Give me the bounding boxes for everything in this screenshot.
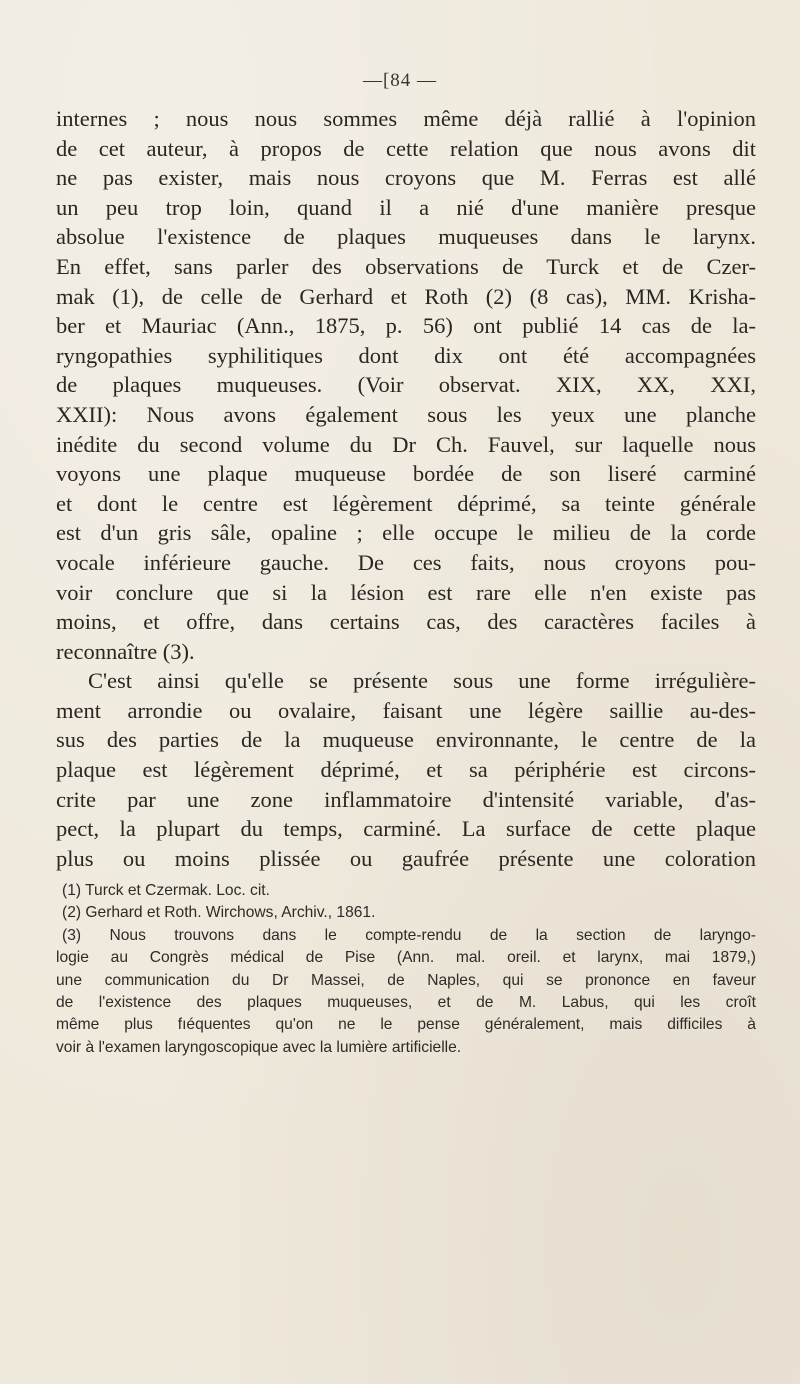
body-line: pect, la plupart du temps, carminé. La surface de cette plaque (56, 816, 756, 842)
body-line: est d'un gris sâle, opaline ; elle occupe le milieu de la corde (56, 520, 756, 546)
body-line: En effet, sans parler des observations de Turck et de Czer- (56, 253, 756, 279)
body-line: XXII): Nous avons également sous les yeux une planche (56, 401, 756, 427)
body-line: sus des parties de la muqueuse environnante, le centre de la (56, 727, 756, 753)
body-line: de cet auteur, à propos de cette relation que nous avons dit (56, 135, 756, 161)
body-line: crite par une zone inflammatoire d'intensité variable, d'as- (56, 786, 756, 812)
footnote-line: même plus fıéquentes qu'on ne le pense généralement, mais difficiles à (56, 1016, 756, 1034)
body-line: ment arrondie ou ovalaire, faisant une légère saillie au-des- (56, 697, 756, 723)
body-line: ne pas exister, mais nous croyons que M. Ferras est allé (56, 165, 756, 191)
footnote-line: (3) Nous trouvons dans le compte-rendu de la section de laryngo- (62, 926, 756, 944)
body-line: plaque est légèrement déprimé, et sa périphérie est circons- (56, 757, 756, 783)
footnote-line: (2) Gerhard et Roth. Wirchows, Archiv., 1861. (62, 904, 376, 922)
body-line: voyons une plaque muqueuse bordée de son liseré carminé (56, 461, 756, 487)
body-line: reconnaître (3). (56, 638, 195, 664)
footnote-line: (1) Turck et Czermak. Loc. cit. (62, 882, 270, 899)
footnote-line: voir à l'examen laryngoscopique avec la lumière artificielle. (56, 1038, 462, 1056)
body-line: inédite du second volume du Dr Ch. Fauvel, sur laquelle nous (56, 431, 756, 457)
footnote-line: une communication du Dr Massei, de Naples, qui se prononce en faveur (56, 971, 756, 989)
body-text (56, 104, 756, 873)
footnotes (56, 880, 756, 1059)
body-line: et dont le centre est légèrement déprimé, sa teinte générale (56, 490, 756, 516)
body-line: voir conclure que si la lésion est rare elle n'en existe pas (56, 579, 756, 605)
body-line: ber et Mauriac (Ann., 1875, p. 56) ont publié 14 cas de la- (56, 313, 756, 339)
body-line: mak (1), de celle de Gerhard et Roth (2) (8 cas), MM. Krisha- (56, 283, 756, 309)
body-line: C'est ainsi qu'elle se présente sous une forme irrégulière- (88, 668, 756, 694)
footnote-line: logie au Congrès médical de Pise (Ann. mal. oreil. et larynx, mai 1879,) (56, 949, 756, 967)
body-line: un peu trop loin, quand il a nié d'une manière presque (56, 194, 756, 220)
body-line: absolue l'existence de plaques muqueuses dans le larynx. (56, 224, 756, 250)
body-line: vocale inférieure gauche. De ces faits, nous croyons pou- (56, 549, 756, 575)
body-line: ryngopathies syphilitiques dont dix ont été accompagnées (56, 342, 756, 368)
page-number: —[84 — (362, 70, 438, 91)
footnote-line: de l'existence des plaques muqueuses, et de M. Labus, qui les croît (56, 993, 756, 1011)
body-line: de plaques muqueuses. (Voir observat. XIX, XX, XXI, (56, 372, 756, 398)
body-line: moins, et offre, dans certains cas, des caractères faciles à (56, 609, 756, 635)
body-line: plus ou moins plissée ou gaufrée présente une coloration (56, 845, 756, 871)
body-line: internes ; nous nous sommes même déjà rallié à l'opinion (56, 106, 756, 131)
